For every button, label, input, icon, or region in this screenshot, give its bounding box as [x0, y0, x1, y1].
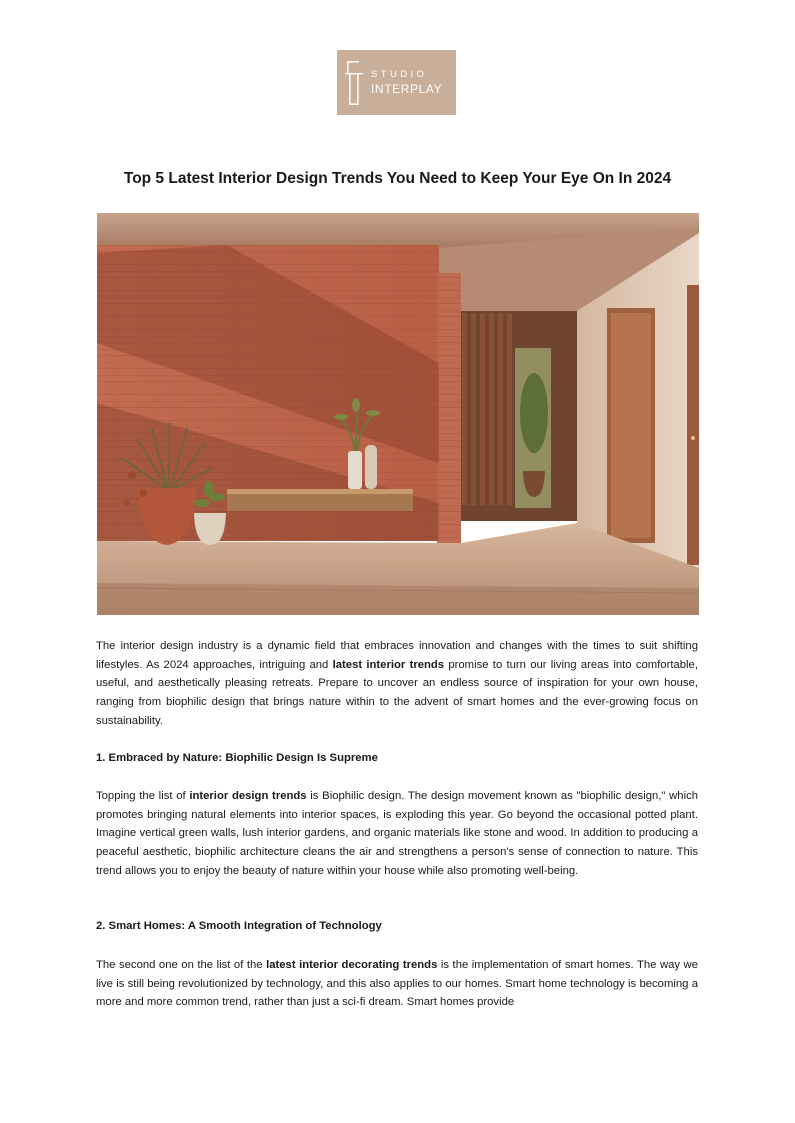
page-title: Top 5 Latest Interior Design Trends You Need to Keep Your Eye On In 2024: [123, 170, 672, 187]
intro-text-2: promise to turn our living areas into comfortable, useful, and aesthetically pleasing retreats. Prepare to uncover an endless source of inspiration for your own house, ranging from biophilic design that brings nature within to the advent of smart homes and the ever-growing focus on sustainability.: [96, 658, 698, 727]
hero-image: [97, 213, 699, 615]
intro-text-1: The interior design industry is a dynamic field that embraces innovation and changes with the times to suit shifting lifestyles. As 2024 approaches, intriguing and: [96, 640, 698, 671]
section-1-paragraph: [96, 787, 698, 881]
section-2-heading: 2. Smart Homes: A Smooth Integration of Technology: [96, 920, 382, 932]
section-1-text-1: Topping the list of: [96, 790, 190, 802]
studio-interplay-logo: [337, 50, 456, 115]
section-1-heading: 1. Embraced by Nature: Biophilic Design Is Supreme: [96, 752, 378, 764]
section-2-paragraph: [96, 956, 698, 1012]
section-2-text-1: The second one on the list of the: [96, 959, 267, 971]
section-2-text-2: is the implementation of smart homes. The way we live is still being revolutionized by technology, and this also applies to our homes. Smart home technology is becoming a more and more common trend, rather than just a sci-fi dream. Smart homes provide: [96, 959, 698, 1009]
logo-line-interplay: INTERPLAY: [371, 81, 443, 96]
section-2-bold: latest interior decorating trends: [266, 959, 438, 971]
logo-line-studio: STUDIO: [371, 69, 428, 80]
logo-mark-icon: [345, 60, 367, 106]
intro-bold-link: latest interior trends: [332, 658, 445, 671]
section-1-bold: interior design trends: [189, 790, 307, 802]
section-1-text-2: is Biophilic design. The design movement known as "biophilic design," which promotes bringing natural elements into interior spaces, is exploding this year. Go beyond the occasional potted plant. Imagine vertical green walls, lush interior gardens, and organic materials like stone and wood. In addition to producing a peaceful aesthetic, biophilic architecture cleans the air and strengthens a person's sense of connection to nature. This trend allows you to enjoy the beauty of nature within your house while also promoting well-being.: [96, 790, 699, 877]
intro-paragraph: [96, 637, 698, 731]
